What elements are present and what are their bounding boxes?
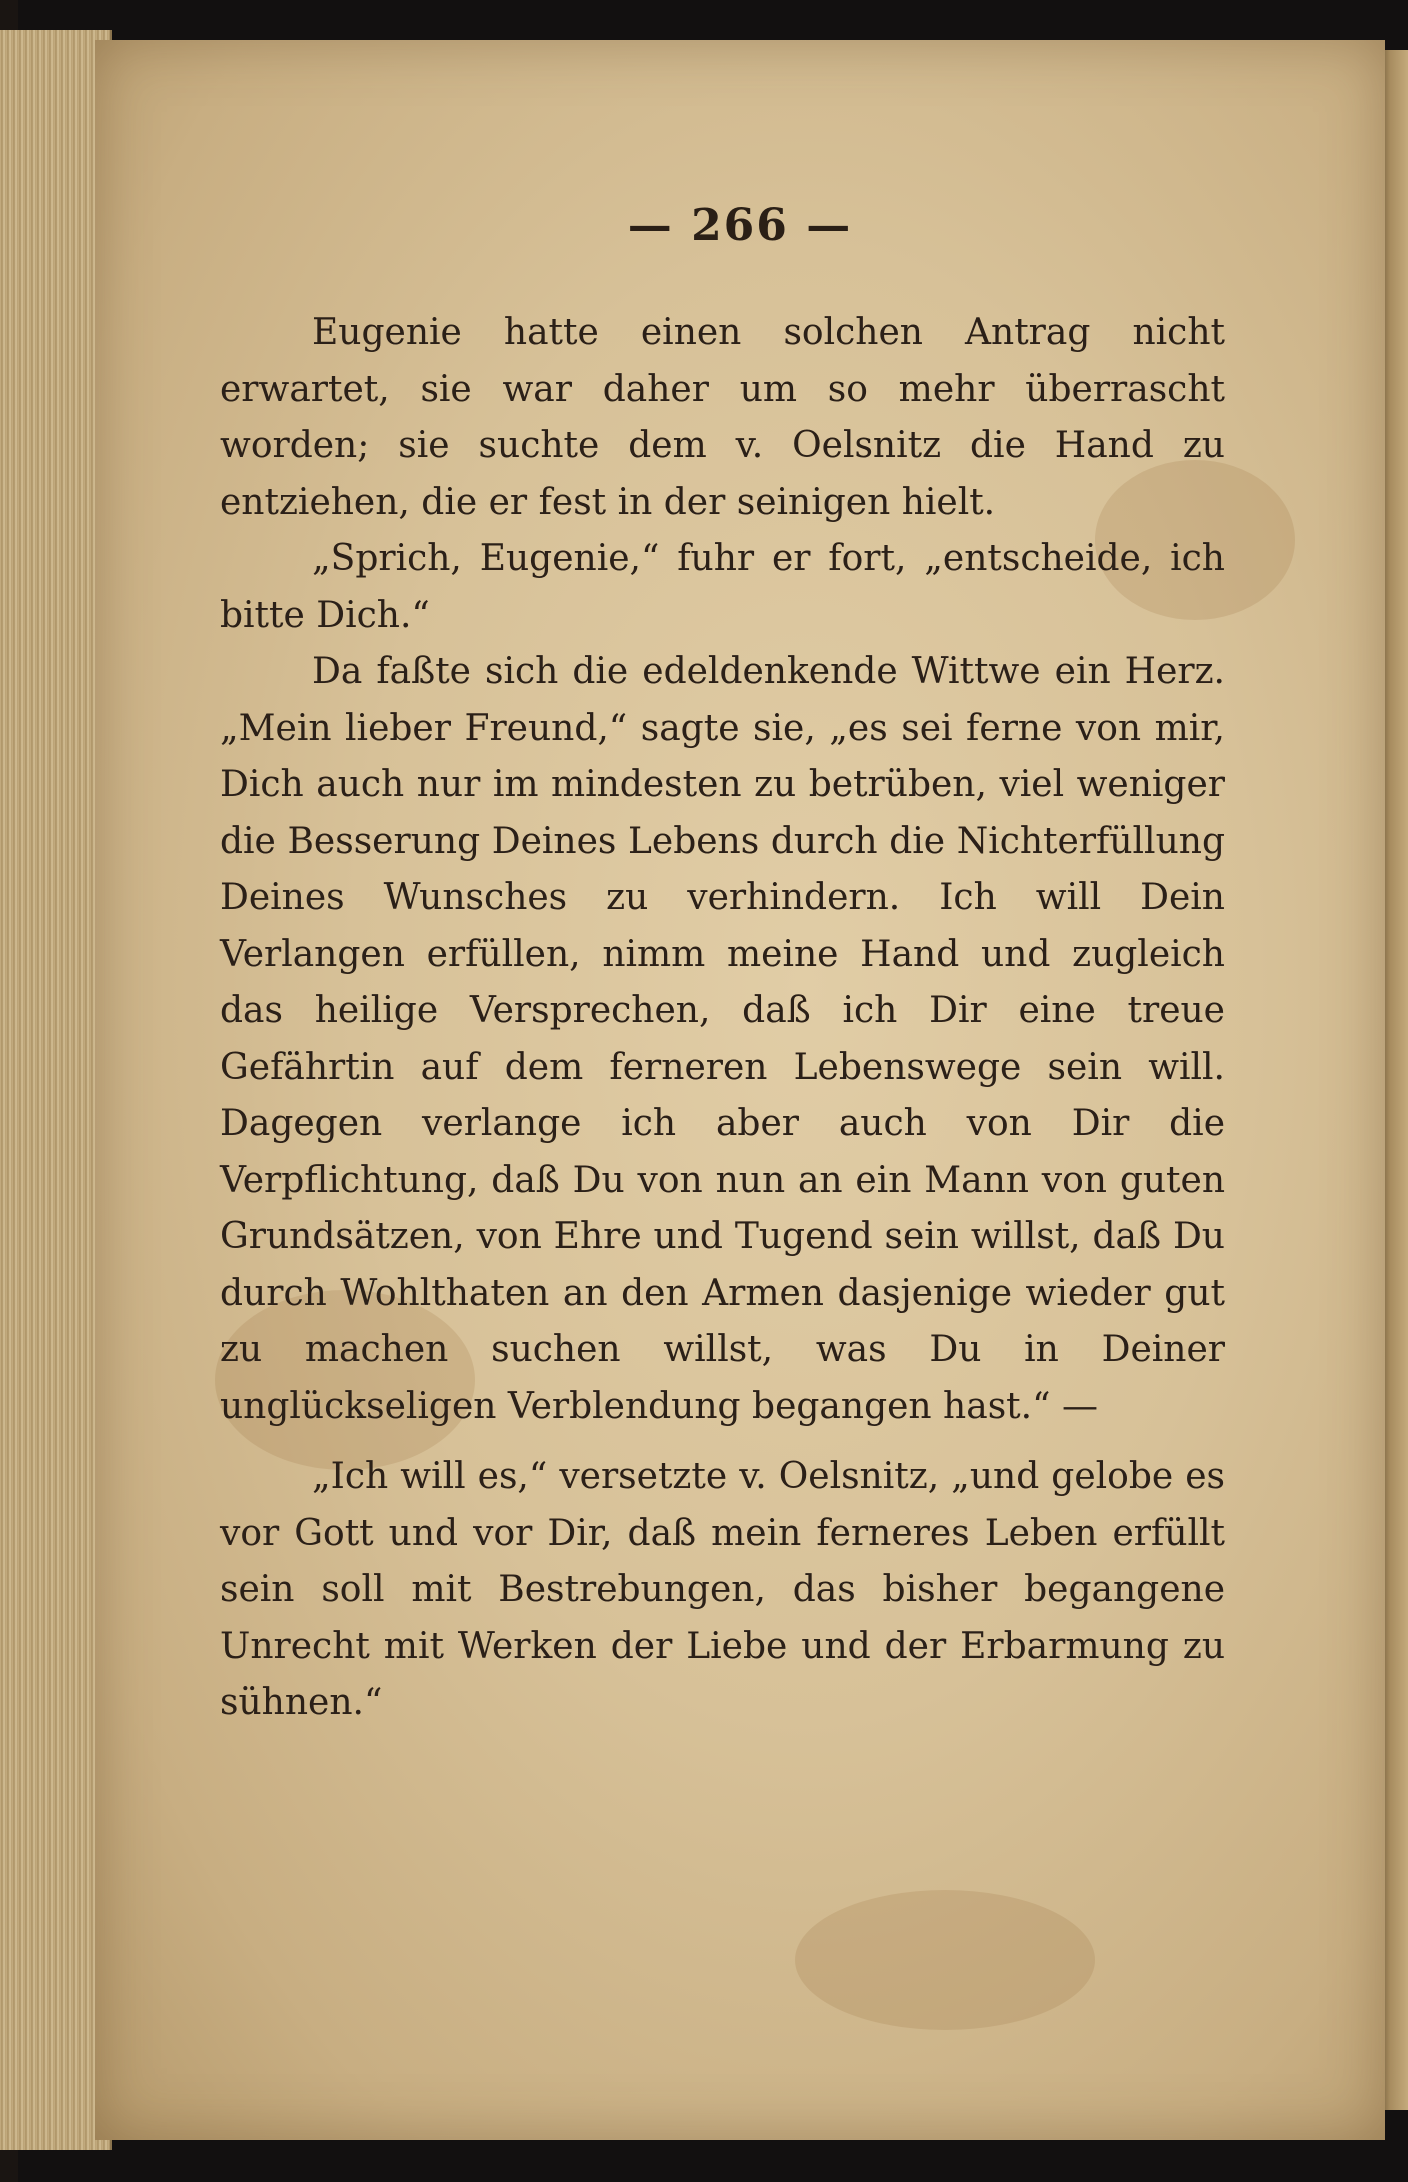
body-text bbox=[220, 305, 1225, 1732]
paragraph: Da faßte sich die edeldenkende Wittwe ein Herz. „Mein lieber Freund,“ sagte sie, „es sei ferne von mir, Dich auch nur im mindesten zu betrüben, viel weniger die Besserung Deines Lebens durch die Nichterfüllung Deines Wunsches zu verhindern. Ich will Dein Verlangen erfüllen, nimm meine Hand und zugleich das heilige Versprechen, daß ich Dir eine treue Gefährtin auf dem ferneren Lebenswege sein will. Dagegen verlange ich aber auch von Dir die Verpflichtung, daß Du von nun an ein Mann von guten Grundsätzen, von Ehre und Tugend sein willst, daß Du durch Wohlthaten an den Armen dasjenige wieder gut zu machen suchen willst, was Du in Deiner unglückseligen Verblendung begangen hast.“ — bbox=[220, 651, 1225, 1427]
paragraph: „Sprich, Eugenie,“ fuhr er fort, „entscheide, ich bitte Dich.“ bbox=[220, 538, 1225, 636]
paragraph: Eugenie hatte einen solchen Antrag nicht erwartet, sie war daher um so mehr überrascht worden; sie suchte dem v. Oelsnitz die Hand zu entziehen, die er fest in der seinigen hielt. bbox=[220, 312, 1225, 523]
paragraph: „Ich will es,“ versetzte v. Oelsnitz, „und gelobe es vor Gott und vor Dir, daß mein ferneres Leben erfüllt sein soll mit Bestrebungen, das bisher begangene Unrecht mit Werken der Liebe und der Erbarmung zu sühnen.“ bbox=[220, 1456, 1225, 1723]
foxing-stain bbox=[795, 1890, 1095, 2030]
page-number: — 266 — bbox=[627, 200, 853, 251]
